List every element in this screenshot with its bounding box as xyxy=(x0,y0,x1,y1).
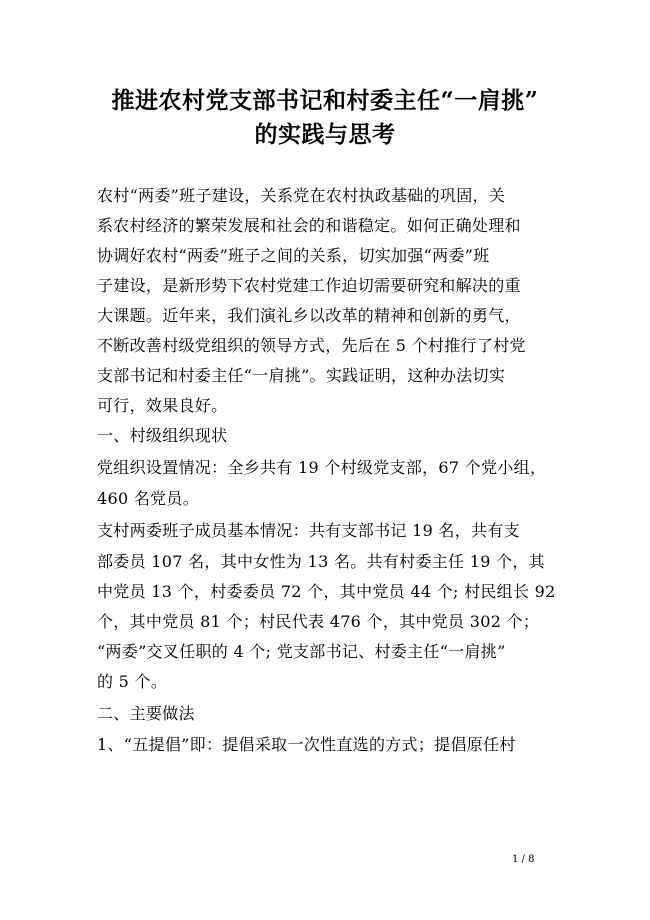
document-title-line-2: 的实践与思考 xyxy=(254,121,396,148)
body-line: 子建设，是新形势下农村党建工作迫切需要研究和解决的重 xyxy=(97,276,521,295)
body-line: 个，其中党员 81 个；村民代表 476 个，其中党员 302 个； xyxy=(97,612,540,631)
document-title-line-1: 推进农村党支部书记和村委主任“一肩挑” xyxy=(111,87,539,114)
body-line: 可行，效果良好。 xyxy=(97,396,228,415)
body-line: 系农村经济的繁荣发展和社会的和谐稳定。如何正确处理和 xyxy=(97,216,521,235)
body-line: 不断改善村级党组织的领导方式，先后在 5 个村推行了村党 xyxy=(97,336,526,355)
body-line: 支部书记和村委主任“一肩挑”。实践证明，这种办法切实 xyxy=(97,366,506,385)
body-line: 1、“五提倡”即：提倡采取一次性直选的方式；提倡原任村 xyxy=(97,735,516,754)
document-body xyxy=(97,181,557,760)
body-line: 协调好农村“两委”班子之间的关系，切实加强“两委”班 xyxy=(97,246,490,265)
body-line: 的 5 个。 xyxy=(97,672,168,691)
page-number: 1 / 8 xyxy=(512,854,535,865)
body-line: “两委”交叉任职的 4 个; 党支部书记、村委主任“一肩挑” xyxy=(97,642,506,661)
body-line: 部委员 107 名，其中女性为 13 名。共有村委主任 19 个，其 xyxy=(97,552,545,571)
body-line: 中党员 13 个，村委委员 72 个，其中党员 44 个; 村民组长 92 xyxy=(97,582,556,601)
body-line: 支村两委班子成员基本情况：共有支部书记 19 名，共有支 xyxy=(97,521,520,540)
body-line: 460 名党员。 xyxy=(97,489,200,508)
section-heading: 二、主要做法 xyxy=(97,704,195,723)
body-line: 大课题。近年来，我们演礼乡以改革的精神和创新的勇气， xyxy=(97,306,521,325)
section-heading: 一、村级组织现状 xyxy=(97,426,228,445)
body-line: 农村“两委”班子建设，关系党在农村执政基础的巩固，关 xyxy=(97,186,506,205)
body-line: 党组织设置情况：全乡共有 19 个村级党支部，67 个党小组， xyxy=(97,458,547,477)
